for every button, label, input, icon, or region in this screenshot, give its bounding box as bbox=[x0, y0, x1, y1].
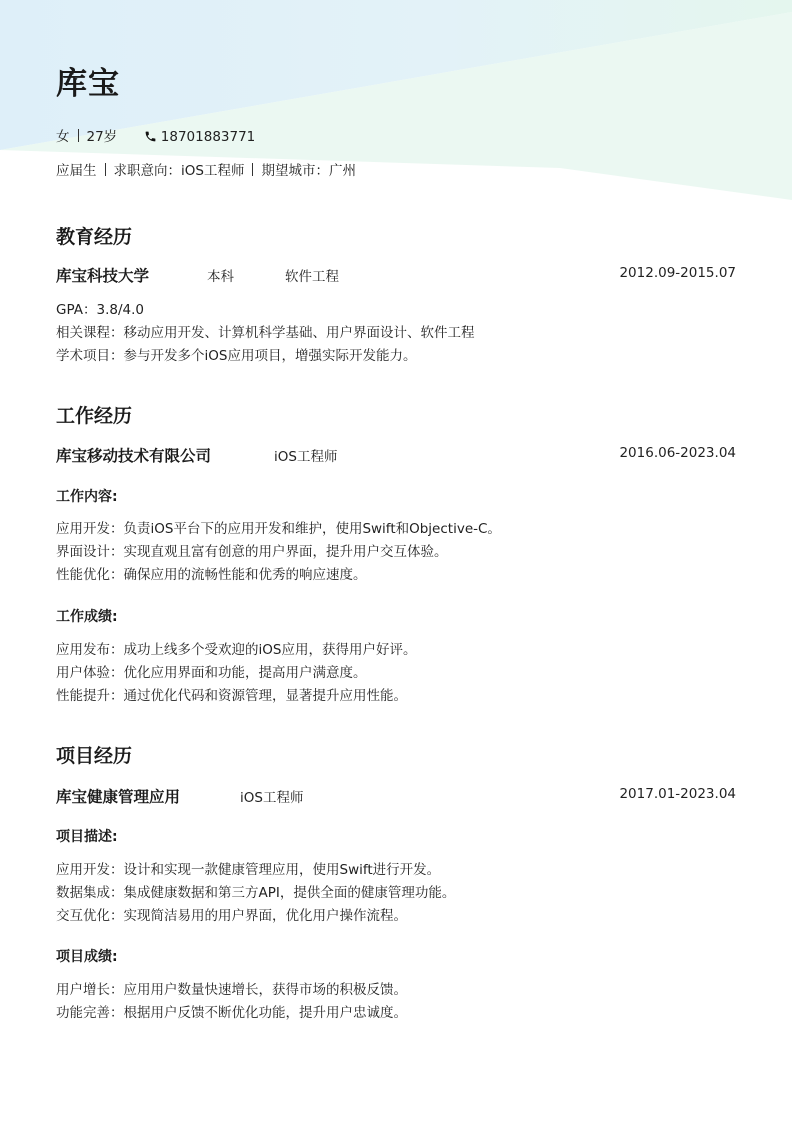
project-result-line: 用户增长：应用用户数量快速增长，获得市场的积极反馈。 bbox=[56, 982, 407, 998]
project-section-title: 项目经历 bbox=[56, 745, 133, 767]
project-role: iOS工程师 bbox=[240, 790, 304, 806]
project-results-list bbox=[56, 979, 407, 1025]
work-content-title: 工作内容: bbox=[56, 489, 118, 505]
work-result-line: 性能提升：通过优化代码和资源管理，显著提升应用性能。 bbox=[56, 688, 407, 704]
project-desc-line: 交互优化：实现简洁易用的用户界面，优化用户操作流程。 bbox=[56, 908, 407, 924]
project-results-title: 项目成绩: bbox=[56, 949, 118, 965]
project-desc-list bbox=[56, 859, 455, 928]
work-result-line: 用户体验：优化应用界面和功能，提高用户满意度。 bbox=[56, 665, 367, 681]
phone-number: 18701883771 bbox=[160, 129, 256, 145]
project-result-line: 功能完善：根据用户反馈不断优化功能，提升用户忠诚度。 bbox=[56, 1005, 407, 1021]
job-info-line bbox=[56, 159, 356, 179]
project-desc-line: 数据集成：集成健康数据和第三方API，提供全面的健康管理功能。 bbox=[56, 885, 456, 901]
work-result-line: 应用发布：成功上线多个受欢迎的iOS应用，获得用户好评。 bbox=[56, 642, 417, 658]
school-name: 库宝科技大学 bbox=[56, 267, 150, 285]
work-results-list bbox=[56, 639, 416, 708]
work-content-list bbox=[56, 518, 501, 587]
divider bbox=[252, 163, 253, 176]
work-content-line: 应用开发：负责iOS平台下的应用开发和维护，使用Swift和Objective-C。 bbox=[56, 521, 501, 537]
education-line: 相关课程：移动应用开发、计算机科学基础、用户界面设计、软件工程 bbox=[56, 325, 475, 341]
work-content-line: 性能优化：确保应用的流畅性能和优秀的响应速度。 bbox=[56, 567, 367, 583]
project-desc-title: 项目描述: bbox=[56, 829, 118, 845]
education-line: 学术项目：参与开发多个iOS应用项目，增强实际开发能力。 bbox=[56, 348, 417, 364]
education-date: 2012.09-2015.07 bbox=[619, 265, 736, 281]
project-name: 库宝健康管理应用 bbox=[56, 788, 181, 806]
company-name: 库宝移动技术有限公司 bbox=[56, 447, 212, 465]
work-results-title: 工作成绩: bbox=[56, 609, 118, 625]
major: 软件工程 bbox=[285, 269, 339, 285]
candidate-name: 库宝 bbox=[56, 66, 120, 102]
header-background bbox=[0, 0, 792, 220]
project-desc-line: 应用开发：设计和实现一款健康管理应用，使用Swift进行开发。 bbox=[56, 862, 441, 878]
job-role: iOS工程师 bbox=[274, 449, 338, 465]
degree: 本科 bbox=[207, 269, 234, 285]
age: 27岁 bbox=[86, 129, 118, 145]
work-section-title: 工作经历 bbox=[56, 405, 133, 427]
expected-city: 期望城市：广州 bbox=[261, 163, 356, 179]
divider bbox=[78, 129, 79, 142]
education-section-title: 教育经历 bbox=[56, 226, 133, 248]
phone-icon bbox=[144, 130, 157, 143]
education-line: GPA：3.8/4.0 bbox=[56, 302, 144, 318]
work-content-line: 界面设计：实现直观且富有创意的用户界面，提升用户交互体验。 bbox=[56, 544, 448, 560]
gender: 女 bbox=[56, 129, 70, 145]
basic-info-line bbox=[56, 125, 255, 145]
work-date: 2016.06-2023.04 bbox=[619, 445, 736, 461]
education-details bbox=[56, 299, 475, 368]
project-date: 2017.01-2023.04 bbox=[619, 786, 736, 802]
divider bbox=[105, 163, 106, 176]
job-intent: 求职意向：iOS工程师 bbox=[113, 163, 245, 179]
status: 应届生 bbox=[56, 163, 97, 179]
